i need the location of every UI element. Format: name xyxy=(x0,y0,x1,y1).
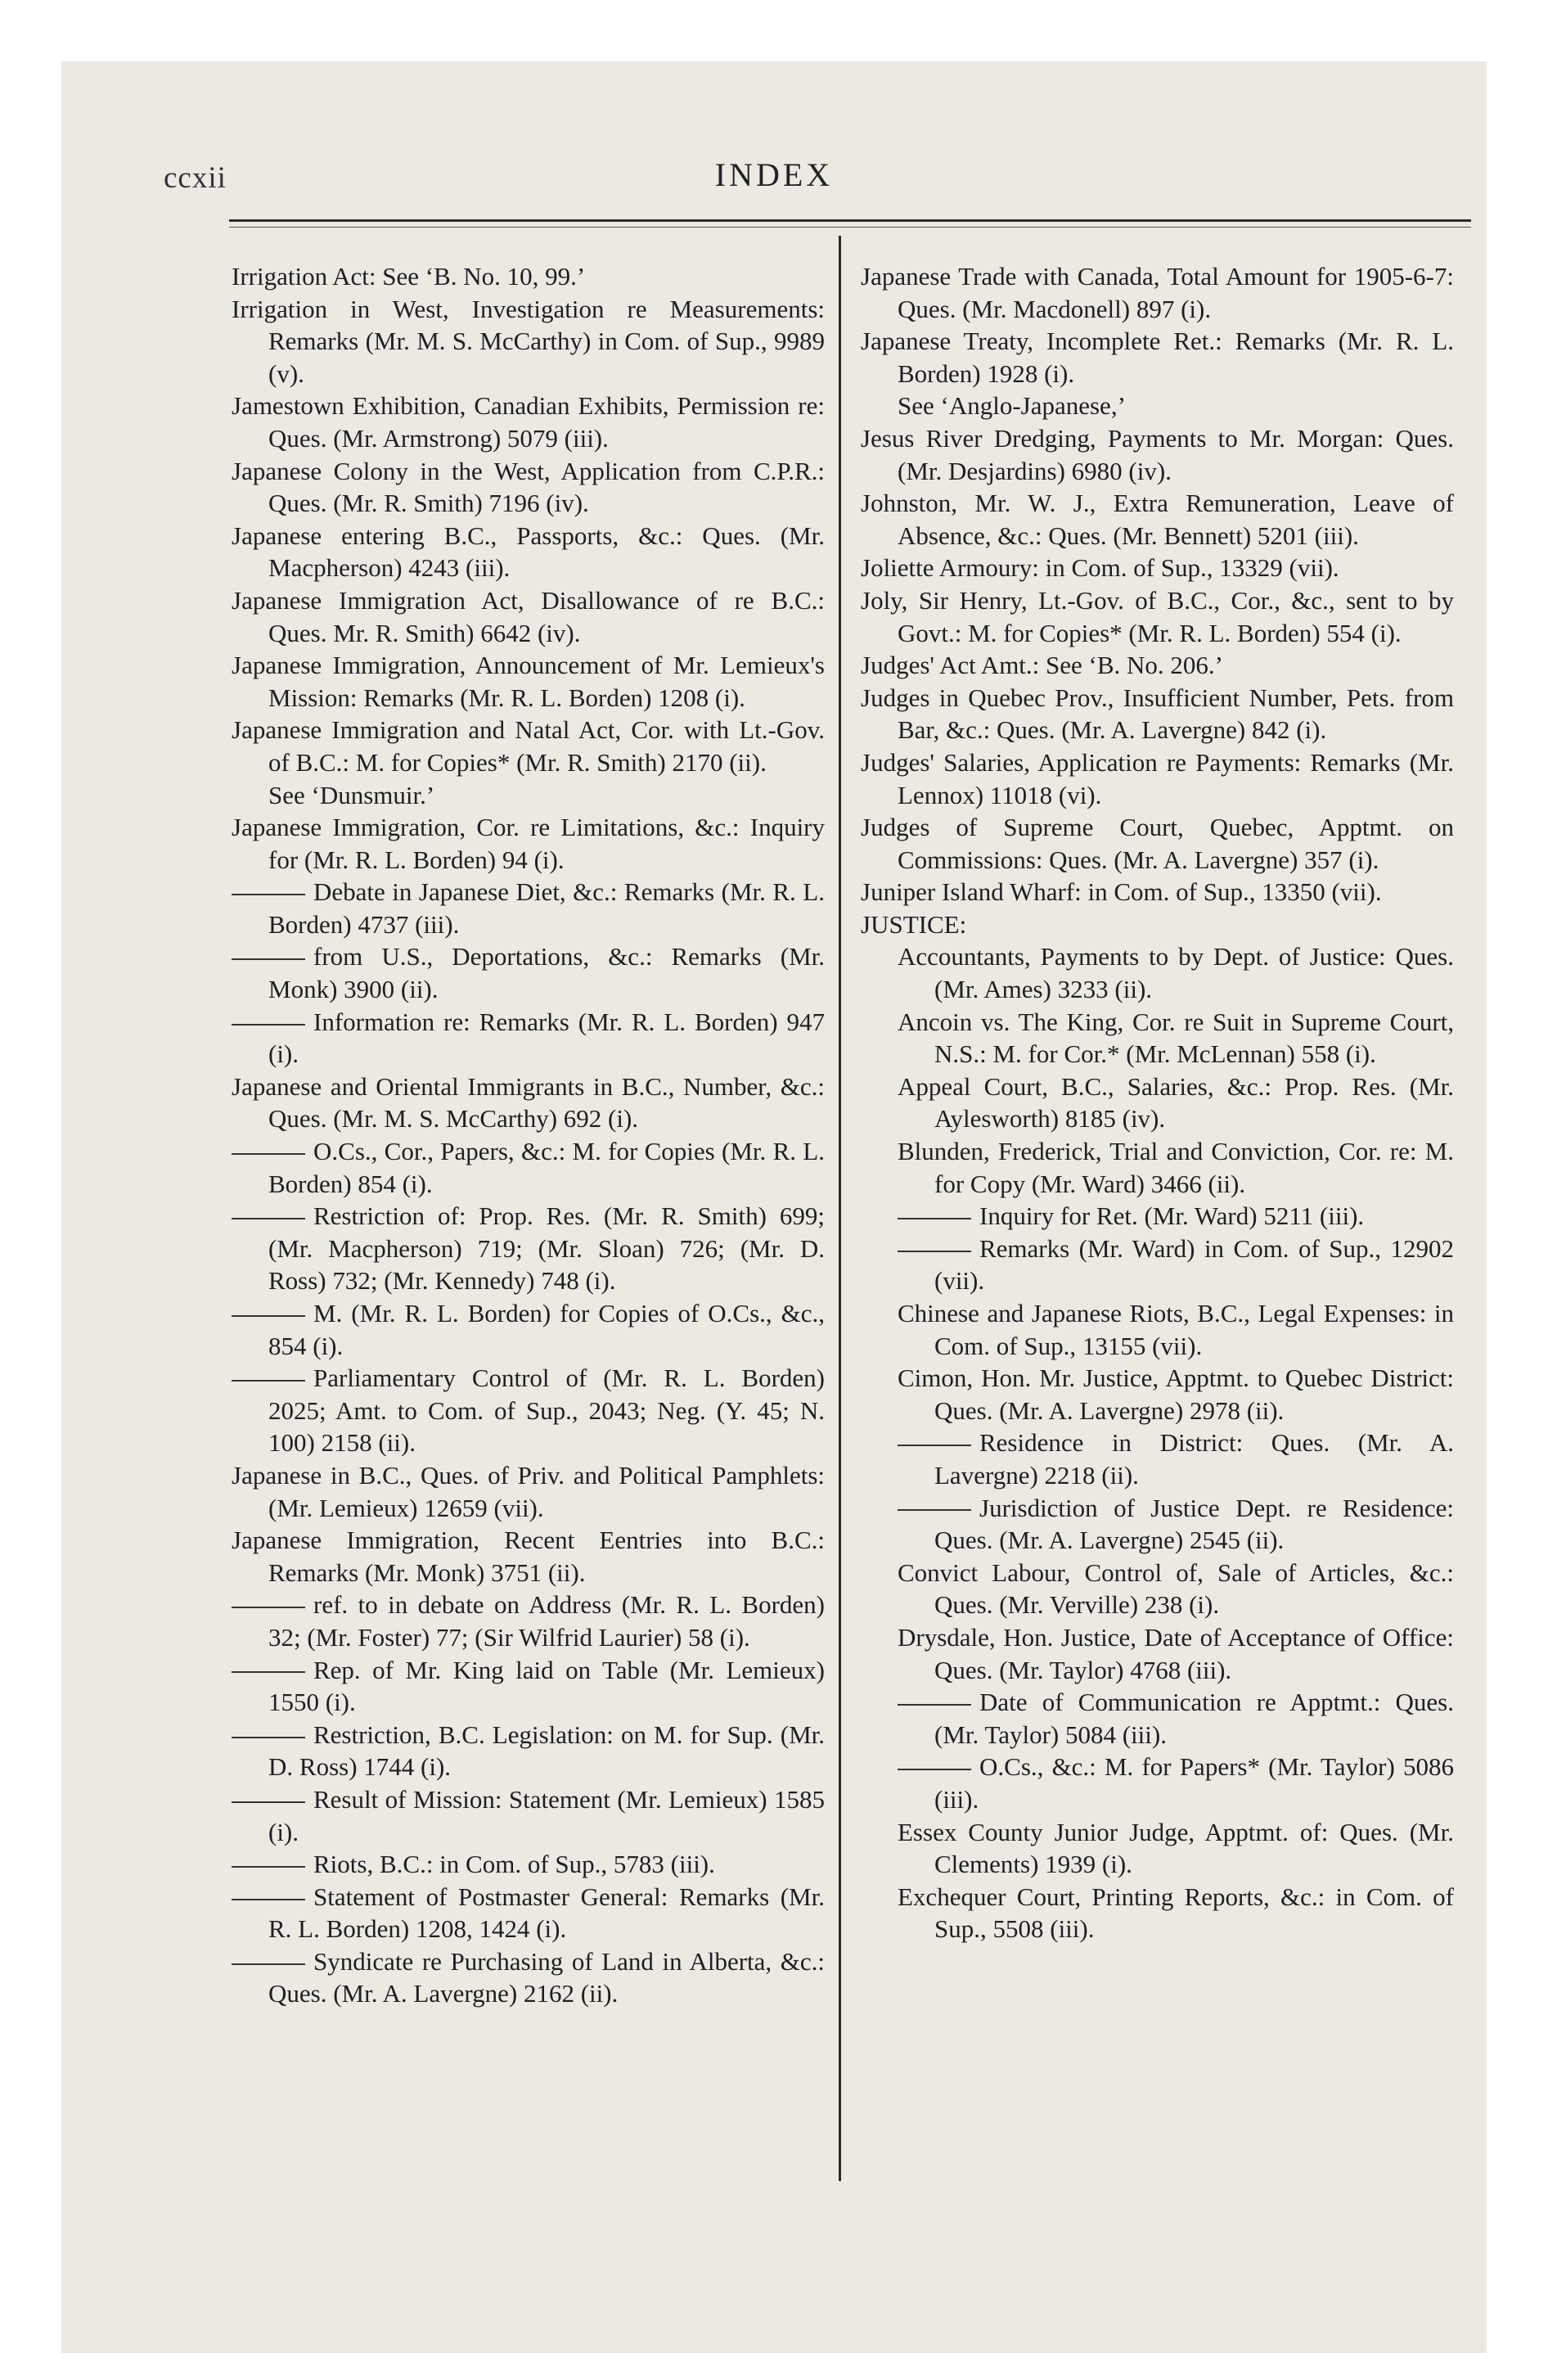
entry-text: Japanese entering B.C., Passports, &c.: Ques. (Mr. Macpherson) 4243 (iii). xyxy=(232,521,825,583)
ditto-dash xyxy=(232,1380,305,1382)
right-column xyxy=(861,260,1454,1945)
ditto-dash xyxy=(232,894,305,895)
entry-text: Jesus River Dredging, Payments to Mr. Morgan: Ques. (Mr. Desjardins) 6980 (iv). xyxy=(861,423,1454,485)
entry-text: Jurisdiction of Justice Dept. re Residence: Ques. (Mr. A. Lavergne) 2545 (ii). xyxy=(934,1493,1454,1555)
index-entry xyxy=(861,746,1454,811)
entry-text: Judges of Supreme Court, Quebec, Apptmt. on Commissions: Ques. (Mr. A. Lavergne) 357 (i). xyxy=(861,813,1454,874)
index-entry xyxy=(861,584,1454,649)
entry-text: Judges in Quebec Prov., Insufficient Number, Pets. from Bar, &c.: Ques. (Mr. A. Lavergne) 842 (i). xyxy=(861,683,1454,745)
index-entry xyxy=(861,1621,1454,1686)
index-entry xyxy=(861,1071,1454,1135)
index-entry xyxy=(861,1233,1454,1297)
entry-text: Irrigation Act: See ‘B. No. 10, 99.’ xyxy=(232,262,586,291)
index-entry xyxy=(232,293,825,390)
entry-text: Syndicate re Purchasing of Land in Alberta, &c.: Ques. (Mr. A. Lavergne) 2162 (ii). xyxy=(268,1946,825,2008)
index-entry xyxy=(232,260,825,293)
entry-text: Parliamentary Control of (Mr. R. L. Borden) 2025; Amt. to Com. of Sup., 2043; Neg. (Y. 45; N. 100) 2158 (ii). xyxy=(268,1364,825,1458)
entry-text: Remarks (Mr. Ward) in Com. of Sup., 12902 (vii). xyxy=(934,1233,1454,1296)
entry-text: M. (Mr. R. L. Borden) for Copies of O.Cs., &c., 854 (i). xyxy=(268,1299,825,1360)
entry-text: Judges' Salaries, Application re Payments: Remarks (Mr. Lennox) 11018 (vi). xyxy=(861,747,1454,809)
entry-text: Accountants, Payments to by Dept. of Justice: Ques. (Mr. Ames) 3233 (ii). xyxy=(898,942,1454,1004)
index-entry xyxy=(232,1006,825,1071)
entry-text: Japanese Treaty, Incomplete Ret.: Remarks (Mr. R. L. Borden) 1928 (i). xyxy=(861,327,1454,388)
ditto-dash xyxy=(232,1607,305,1608)
entry-text: Japanese Immigration Act, Disallowance of re B.C.: Ques. Mr. R. Smith) 6642 (iv). xyxy=(232,585,825,647)
index-entry xyxy=(232,390,825,454)
entry-text: Convict Labour, Control of, Sale of Articles, &c.: Ques. (Mr. Verville) 238 (i). xyxy=(898,1557,1454,1620)
ditto-dash xyxy=(898,1218,971,1219)
entry-text: from U.S., Deportations, &c.: Remarks (Mr. Monk) 3900 (ii). xyxy=(268,942,825,1004)
entry-text: Juniper Island Wharf: in Com. of Sup., 13350 (vii). xyxy=(861,877,1382,907)
entry-text: Joly, Sir Henry, Lt.-Gov. of B.C., Cor., &c., sent to by Govt.: M. for Copies* (Mr. R. L. Borden) 554 (i). xyxy=(861,585,1454,647)
index-entry xyxy=(232,1945,825,2010)
entry-text: Japanese Immigration, Recent Eentries into B.C.: Remarks (Mr. Monk) 3751 (ii). xyxy=(232,1526,825,1587)
ditto-dash xyxy=(232,1671,305,1673)
index-entry xyxy=(232,1848,825,1881)
index-entry xyxy=(232,940,825,1005)
index-entry xyxy=(232,520,825,584)
index-entry xyxy=(232,1200,825,1297)
entry-text: Information re: Remarks (Mr. R. L. Borden) 947 (i). xyxy=(268,1007,825,1069)
ditto-dash xyxy=(232,1737,305,1738)
entry-text: Residence in District: Ques. (Mr. A. Lavergne) 2218 (ii). xyxy=(934,1428,1454,1490)
entry-text: Statement of Postmaster General: Remarks (Mr. R. L. Borden) 1208, 1424 (i). xyxy=(268,1882,825,1944)
ditto-dash xyxy=(898,1251,971,1252)
entry-text: Irrigation in West, Investigation re Measurements: Remarks (Mr. M. S. McCarthy) in Com. of Sup., 9989 (v). xyxy=(232,294,825,388)
left-column xyxy=(232,260,825,2010)
entry-text: Japanese Immigration, Announcement of Mr. Lemieux's Mission: Remarks (Mr. R. L. Borden) 1208 (i). xyxy=(232,651,825,712)
index-entry xyxy=(861,422,1454,487)
entry-text: Riots, B.C.: in Com. of Sup., 5783 (iii). xyxy=(313,1850,715,1879)
index-entry xyxy=(232,714,825,778)
entry-text: Joliette Armoury: in Com. of Sup., 13329 (vii). xyxy=(861,553,1339,583)
page-number: ccxii xyxy=(164,161,227,195)
index-entry xyxy=(232,1654,825,1719)
index-entry xyxy=(232,1135,825,1200)
entry-text: Drysdale, Hon. Justice, Date of Acceptance of Office: Ques. (Mr. Taylor) 4768 (iii). xyxy=(898,1622,1454,1684)
entry-text: Restriction of: Prop. Res. (Mr. R. Smith) 699; (Mr. Macpherson) 719; (Mr. Sloan) 726; (Mr. D. Ross) 732; (Mr. Kennedy) 748 (i). xyxy=(268,1201,825,1296)
index-entry xyxy=(861,1362,1454,1427)
entry-text: O.Cs., &c.: M. for Papers* (Mr. Taylor) 5086 (iii). xyxy=(934,1752,1454,1814)
entry-text: Result of Mission: Statement (Mr. Lemieux) 1585 (i). xyxy=(268,1784,825,1846)
index-entry xyxy=(232,649,825,714)
entry-text: Debate in Japanese Diet, &c.: Remarks (Mr. R. L. Borden) 4737 (iii). xyxy=(268,877,825,939)
index-entry xyxy=(861,1297,1454,1362)
ditto-dash xyxy=(232,1218,305,1219)
ditto-dash xyxy=(232,1315,305,1317)
entry-text: Chinese and Japanese Riots, B.C., Legal Expenses: in Com. of Sup., 13155 (vii). xyxy=(898,1299,1454,1360)
index-entry xyxy=(232,584,825,649)
index-entry xyxy=(861,1135,1454,1200)
index-entry xyxy=(232,1362,825,1459)
entry-text: Japanese Immigration and Natal Act, Cor. with Lt.-Gov. of B.C.: M. for Copies* (Mr. R. Smith) 2170 (ii). xyxy=(232,715,825,777)
index-entry xyxy=(232,1524,825,1589)
index-entry xyxy=(861,1427,1454,1491)
index-entry xyxy=(861,260,1454,325)
cross-reference xyxy=(861,390,1454,422)
index-entry xyxy=(861,1816,1454,1881)
index-entry xyxy=(861,1751,1454,1815)
ditto-dash xyxy=(232,1899,305,1900)
entry-text: See ‘Anglo-Japanese,’ xyxy=(898,391,1126,421)
ditto-dash xyxy=(232,958,305,960)
entry-text: Japanese in B.C., Ques. of Priv. and Political Pamphlets: (Mr. Lemieux) 12659 (vii). xyxy=(232,1460,825,1522)
entry-text: Blunden, Frederick, Trial and Conviction, Cor. re: M. for Copy (Mr. Ward) 3466 (ii). xyxy=(898,1137,1454,1198)
entry-text: JUSTICE: xyxy=(861,909,967,939)
header-rule-thin xyxy=(229,227,1471,228)
entry-text: Rep. of Mr. King laid on Table (Mr. Lemieux) 1550 (i). xyxy=(268,1655,825,1717)
entry-text: Judges' Act Amt.: See ‘B. No. 206.’ xyxy=(861,651,1224,680)
entry-text: Japanese and Oriental Immigrants in B.C., Number, &c.: Ques. (Mr. M. S. McCarthy) 692 (i). xyxy=(232,1071,825,1134)
index-entry xyxy=(232,1783,825,1848)
index-entry xyxy=(232,1719,825,1783)
ditto-dash xyxy=(898,1704,971,1706)
entry-text: Japanese Colony in the West, Application from C.P.R.: Ques. (Mr. R. Smith) 7196 (iv). xyxy=(232,456,825,518)
index-entry xyxy=(861,876,1454,908)
index-entry xyxy=(861,487,1454,552)
index-entry xyxy=(861,1006,1454,1071)
entry-text: O.Cs., Cor., Papers, &c.: M. for Copies (Mr. R. L. Borden) 854 (i). xyxy=(268,1137,825,1198)
ditto-dash xyxy=(232,1801,305,1803)
entry-text: Appeal Court, B.C., Salaries, &c.: Prop. Res. (Mr. Aylesworth) 8185 (iv). xyxy=(898,1071,1454,1134)
ditto-dash xyxy=(898,1445,971,1446)
index-entry xyxy=(861,325,1454,390)
ditto-dash xyxy=(898,1769,971,1770)
ditto-dash xyxy=(232,1153,305,1155)
index-entry xyxy=(861,1686,1454,1751)
ditto-dash xyxy=(232,1866,305,1868)
entry-text: Japanese Immigration, Cor. re Limitations, &c.: Inquiry for (Mr. R. L. Borden) 94 (i). xyxy=(232,813,825,874)
ditto-dash xyxy=(232,1024,305,1025)
entry-text: Date of Communication re Apptmt.: Ques. (Mr. Taylor) 5084 (iii). xyxy=(934,1688,1454,1749)
header-rule xyxy=(229,219,1471,222)
index-entry xyxy=(232,1297,825,1362)
index-entry xyxy=(861,1200,1454,1233)
index-entry xyxy=(232,1071,825,1135)
index-entry xyxy=(861,940,1454,1005)
index-entry xyxy=(861,649,1454,682)
entry-text: Restriction, B.C. Legislation: on M. for Sup. (Mr. D. Ross) 1744 (i). xyxy=(268,1720,825,1782)
index-entry xyxy=(861,1881,1454,1945)
index-entry xyxy=(861,552,1454,584)
cross-reference xyxy=(232,779,825,812)
index-entry xyxy=(861,811,1454,876)
entry-text: Johnston, Mr. W. J., Extra Remuneration, Leave of Absence, &c.: Ques. (Mr. Bennett) 5201 (iii). xyxy=(861,489,1454,550)
entry-text: ref. to in debate on Address (Mr. R. L. Borden) 32; (Mr. Foster) 77; (Sir Wilfrid Laurier) 58 (i). xyxy=(268,1590,825,1652)
index-entry xyxy=(232,1459,825,1524)
page-title: INDEX xyxy=(714,156,834,193)
entry-text: Cimon, Hon. Mr. Justice, Apptmt. to Quebec District: Ques. (Mr. A. Lavergne) 2978 (ii). xyxy=(898,1364,1454,1425)
entry-text: Essex County Junior Judge, Apptmt. of: Ques. (Mr. Clements) 1939 (i). xyxy=(898,1817,1454,1879)
index-entry xyxy=(861,908,1454,941)
ditto-dash xyxy=(898,1509,971,1511)
index-entry xyxy=(861,682,1454,746)
entry-text: Jamestown Exhibition, Canadian Exhibits, Permission re: Ques. (Mr. Armstrong) 5079 (iii). xyxy=(232,391,825,453)
index-entry xyxy=(232,1589,825,1653)
entry-text: Inquiry for Ret. (Mr. Ward) 5211 (iii). xyxy=(979,1201,1365,1231)
ditto-dash xyxy=(232,1963,305,1965)
entry-text: Ancoin vs. The King, Cor. re Suit in Supreme Court, N.S.: M. for Cor.* (Mr. McLennan) 558 (i). xyxy=(898,1007,1454,1069)
index-entry xyxy=(232,1881,825,1945)
entry-text: See ‘Dunsmuir.’ xyxy=(268,780,435,809)
index-entry xyxy=(232,455,825,520)
index-entry xyxy=(861,1492,1454,1557)
index-entry xyxy=(861,1557,1454,1621)
index-entry xyxy=(232,876,825,940)
column-divider xyxy=(839,236,841,2181)
entry-text: Japanese Trade with Canada, Total Amount for 1905-6-7: Ques. (Mr. Macdonell) 897 (i). xyxy=(861,262,1454,323)
index-entry xyxy=(232,811,825,876)
entry-text: Exchequer Court, Printing Reports, &c.: in Com. of Sup., 5508 (iii). xyxy=(898,1882,1454,1944)
